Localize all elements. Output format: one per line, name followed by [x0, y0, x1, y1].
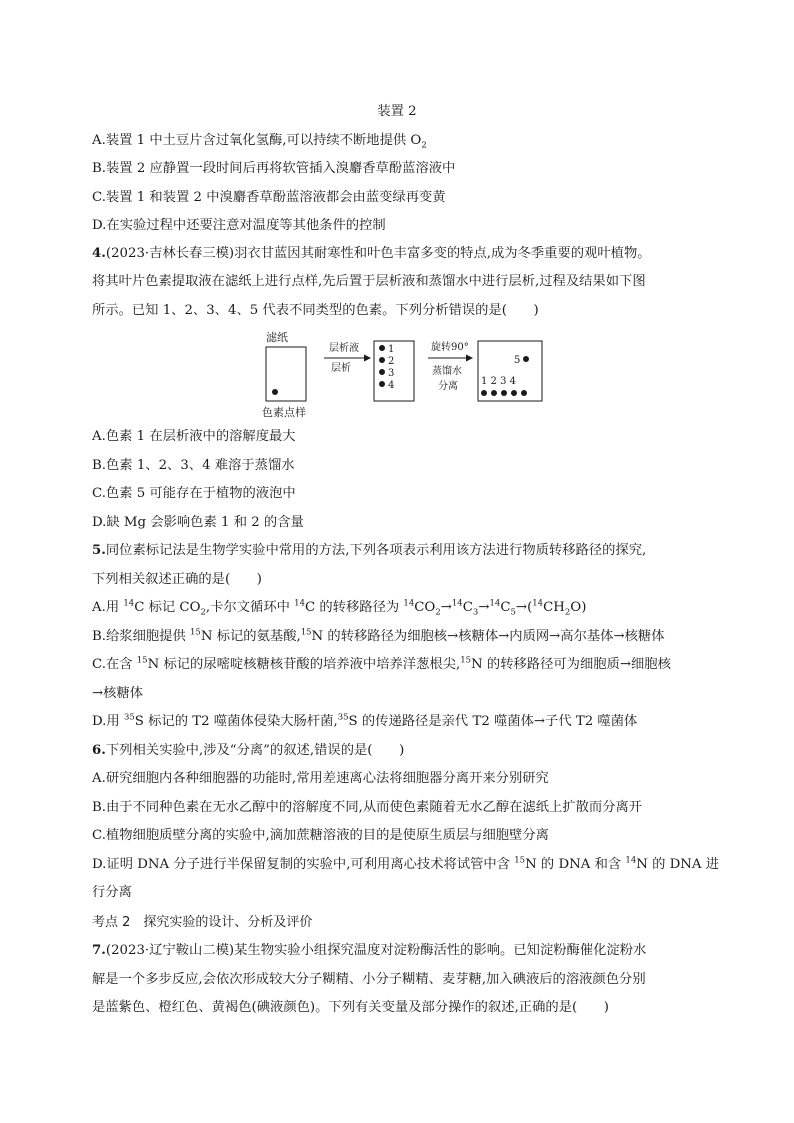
figure-caption: 装置 2: [377, 104, 417, 119]
arrow2-label-bottom: 分离: [438, 381, 458, 392]
q7-stem-line3: 是蓝紫色、橙红色、黄褐色(碘液颜色)。下列有关变量及部分操作的叙述,正确的是( ): [92, 1000, 609, 1015]
paper-after-rotation: [478, 341, 542, 401]
q3-option-d: D.在实验过程中还要注意对温度等其他条件的控制: [92, 218, 386, 233]
label-filter-paper: 滤纸: [266, 331, 288, 344]
spot-label-1: 1: [388, 344, 395, 355]
q6-option-c: C.植物细胞质壁分离的实验中,滴加蔗糖溶液的目的是使原生质层与细胞壁分离: [92, 828, 549, 843]
q5-option-b: B.给浆细胞提供 $^{15}$N 标记的氨基酸,$^{15}$N 的转移路径为细胞核→核糖体→内质网→高尔基体→核糖体: [92, 627, 665, 644]
q4-option-b: B.色素 1、2、3、4 难溶于蒸馏水: [92, 458, 295, 473]
q6-option-d-line1: D.证明 DNA 分子进行半保留复制的实验中,可利用离心技术将试管中含 $^{15}$N 的 DNA 和含 $^{14}$N 的 DNA 进: [92, 855, 720, 872]
q4-option-c: C.色素 5 可能存在于植物的液泡中: [92, 486, 296, 501]
spot-label-4: 4: [388, 380, 395, 391]
section-heading: 考点 2 探究实验的设计、分析及评价: [92, 915, 313, 930]
pigment-spot-5: [523, 356, 529, 362]
q4-number: 4.: [92, 246, 106, 261]
q7-stem-line1: 7.(2023·辽宁鞍山二模)某生物实验小组探究温度对淀粉酶活性的影响。已知淀粉酶催化淀粉水: [92, 943, 647, 958]
q7-stem-line2: 解是一个多步反应,会依次形成较大分子糊精、小分子糊精、麦芽糖,加入碘液后的溶液颜色分别: [92, 972, 646, 987]
bottom-spot-1: [481, 390, 487, 396]
pigment-spot-4: [379, 381, 385, 387]
arrow2-head: [466, 355, 473, 362]
q3-option-c: C.装置 1 和装置 2 中溴麝香草酚蓝溶液都会由蓝变绿再变黄: [92, 190, 446, 205]
spot-label-5: 5: [514, 355, 521, 366]
arrow1-head: [364, 355, 371, 362]
q5-stem-line1: 5.同位素标记法是生物学实验中常用的方法,下列各项表示利用该方法进行物质转移路径的探究,: [92, 543, 647, 558]
q5-number: 5.: [92, 543, 106, 558]
arrow1-label-bottom: 层析: [331, 363, 351, 374]
chromatography-diagram: [256, 326, 556, 422]
bottom-spot-3: [501, 390, 507, 396]
q6-option-d-line2: 行分离: [92, 885, 132, 900]
q6-stem: 6.下列相关实验中,涉及“分离”的叙述,错误的是( ): [92, 743, 405, 758]
sample-spot: [272, 389, 278, 395]
q4-stem-line2: 将其叶片色素提取液在滤纸上进行点样,先后置于层析液和蒸馏水中进行层析,过程及结果如下图: [92, 274, 646, 289]
q5-option-d: D.用 $^{35}$S 标记的 T2 噬菌体侵染大肠杆菌,$^{35}$S 的传递路径是亲代 T2 噬菌体→子代 T2 噬菌体: [92, 712, 638, 729]
label-sample-spot: 色素点样: [262, 406, 306, 419]
q6-option-b: B.由于不同种色素在无水乙醇中的溶解度不同,从而使色素随着无水乙醇在滤纸上扩散而分离开: [92, 800, 643, 815]
q6-number: 6.: [92, 743, 106, 758]
arrow2-label-top: 旋转90°: [431, 342, 469, 353]
q6-option-a: A.研究细胞内各种细胞器的功能时,常用差速离心法将细胞器分离开来分别研究: [92, 771, 549, 786]
pigment-spot-3: [379, 369, 385, 375]
bottom-spot-labels: 1 2 3 4: [481, 376, 516, 387]
q5-option-c-line1: C.在含 $^{15}$N 标记的尿嘧啶核糖核苷酸的培养液中培养洋葱根尖,$^{15}$N 的转移路径可为细胞质→细胞核: [92, 655, 671, 672]
q5-option-c-line2: →核糖体: [92, 686, 144, 701]
arrow1-label-top: 层析液: [329, 343, 359, 354]
spot-label-2: 2: [388, 356, 395, 367]
q7-number: 7.: [92, 943, 106, 958]
q4-stem-line1: 4.(2023·吉林长春三模)羽衣甘蓝因其耐寒性和叶色丰富多变的特点,成为冬季重要的观叶植物。: [92, 246, 651, 261]
q4-stem-line3: 所示。已知 1、2、3、4、5 代表不同类型的色素。下列分析错误的是( ): [92, 303, 539, 318]
bottom-spot-2: [491, 390, 497, 396]
arrow2-label-mid: 蒸馏水: [432, 366, 462, 377]
bottom-spot-5: [521, 390, 527, 396]
q4-option-d: D.缺 Mg 会影响色素 1 和 2 的含量: [92, 515, 304, 530]
pigment-spot-2: [379, 357, 385, 363]
q5-stem-line2: 下列相关叙述正确的是( ): [92, 572, 262, 587]
filter-paper-box: [266, 347, 306, 401]
q3-option-a: A.装置 1 中土豆片含过氧化氢酶,可以持续不断地提供 $O_2$: [92, 133, 427, 151]
bottom-spot-4: [511, 390, 517, 396]
pigment-spot-1: [379, 345, 385, 351]
q3-option-b: B.装置 2 应静置一段时间后再将软管插入溴麝香草酚蓝溶液中: [92, 161, 456, 176]
spot-label-3: 3: [388, 368, 395, 379]
q5-option-a: A.用 $^{14}$C 标记 $CO_2$,卡尔文循环中 $^{14}$C 的转移路径为 $^{14}CO_2\to^{14}C_3\to^{14}C_5\to(^{14}CH_2O)$: [92, 598, 587, 618]
q4-option-a: A.色素 1 在层析液中的溶解度最大: [92, 429, 296, 444]
